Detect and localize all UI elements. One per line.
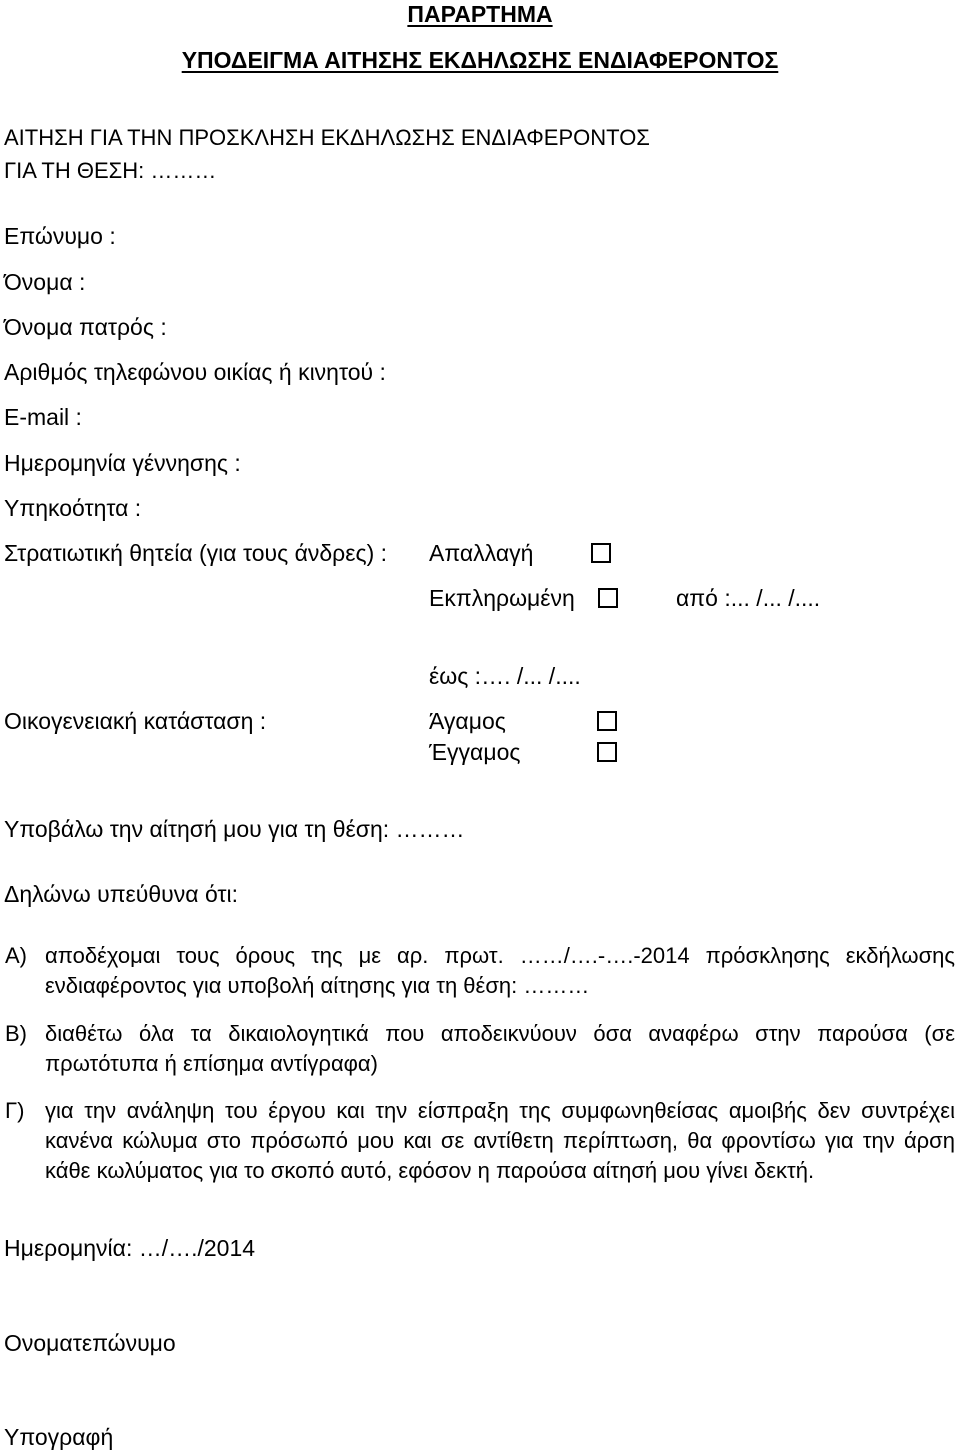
military-exempt-checkbox[interactable] — [591, 543, 611, 563]
marital-single-label: Άγαμος — [429, 708, 506, 734]
annex-title: ΠΑΡΑΡΤΗΜΑ — [407, 1, 553, 27]
phone-field-label: Αριθμός τηλεφώνου οικίας ή κινητού : — [4, 359, 386, 385]
declaration-c-marker: Γ) — [5, 1098, 25, 1123]
first-name-field-label: Όνομα : — [4, 269, 86, 295]
military-completed-checkbox[interactable] — [598, 588, 618, 608]
full-name-label: Ονοματεπώνυμο — [4, 1330, 176, 1356]
military-exempt-label: Απαλλαγή — [429, 540, 534, 566]
father-name-field-label: Όνομα πατρός : — [4, 314, 167, 340]
declaration-c-text: για την ανάληψη του έργου και την είσπραξη της συμφωνηθείσας αμοιβής δεν συντρέχει κανένα κώλυμα στο πρόσωπό μου και σε αντίθετη περίπτωση, θα φροντίσω για την άρση κάθε κωλύματος για το σκοπό αυτό, εφόσον η παρούσα αίτησή μου γίνει δεκτή. — [45, 1098, 955, 1183]
date-line: Ημερομηνία: …/…./2014 — [4, 1235, 256, 1261]
military-completed-label: Εκπληρωμένη — [429, 585, 575, 611]
request-heading-line1: ΑΙΤΗΣΗ ΓΙΑ ΤΗΝ ΠΡΟΣΚΛΗΣΗ ΕΚΔΗΛΩΣΗΣ ΕΝΔΙΑΦΕΡΟΝΤΟΣ — [4, 125, 650, 150]
military-to-date: έως :…. /... /.... — [429, 663, 581, 689]
marital-single-checkbox[interactable] — [597, 711, 617, 731]
citizenship-field-label: Υπηκοότητα : — [4, 495, 142, 521]
request-heading-line2: ΓΙΑ ΤΗ ΘΕΣΗ: ……… — [4, 158, 217, 183]
surname-field-label: Επώνυμο : — [4, 223, 116, 249]
military-service-label: Στρατιωτική θητεία (για τους άνδρες) : — [4, 540, 388, 566]
declaration-a-marker: Α) — [5, 943, 27, 968]
marital-status-label: Οικογενειακή κατάσταση : — [4, 708, 267, 734]
declaration-b-marker: Β) — [5, 1021, 27, 1046]
military-from-date: από :... /... /.... — [676, 585, 821, 611]
email-field-label: E-mail : — [4, 404, 82, 430]
declaration-b-text: διαθέτω όλα τα δικαιολογητικά που αποδεικνύουν όσα αναφέρω στην παρούσα (σε πρωτότυπα ή επίσημα αντίγραφα) — [45, 1021, 955, 1076]
marital-married-checkbox[interactable] — [597, 742, 617, 762]
signature-label: Υπογραφή — [4, 1424, 114, 1450]
declaration-intro: Δηλώνω υπεύθυνα ότι: — [4, 881, 238, 907]
submit-application-line: Υποβάλω την αίτησή μου για τη θέση: ……… — [4, 816, 465, 842]
marital-married-label: Έγγαμος — [429, 739, 521, 765]
declaration-a-text: αποδέχομαι τους όρους της με αρ. πρωτ. ……/….-….-2014 πρόσκλησης εκδήλωσης ενδιαφέροντος για υποβολή αίτησης για τη θέση: ……… — [45, 943, 955, 998]
form-title: ΥΠΟΔΕΙΓΜΑ ΑΙΤΗΣΗΣ ΕΚΔΗΛΩΣΗΣ ΕΝΔΙΑΦΕΡΟΝΤΟΣ — [181, 47, 779, 73]
birth-date-field-label: Ημερομηνία γέννησης : — [4, 450, 241, 476]
